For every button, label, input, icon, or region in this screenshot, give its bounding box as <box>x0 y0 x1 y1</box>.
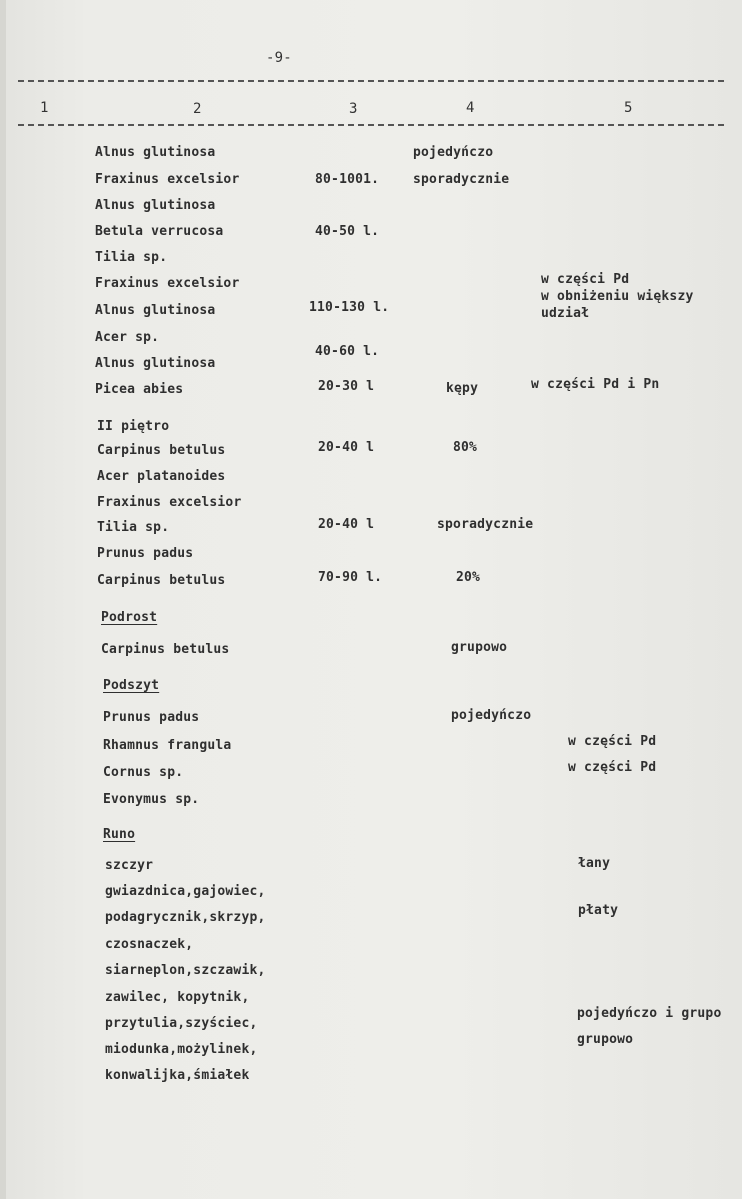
species-name: Alnus glutinosa <box>95 303 216 318</box>
runo-species-line: przytulia,szyściec, <box>105 1016 258 1031</box>
runo-species-line: gwiazdnica,gajowiec, <box>105 884 266 899</box>
species-name: Betula verrucosa <box>95 224 224 239</box>
species-name: Acer sp. <box>95 330 160 345</box>
remark-value: pojedyńczo i grupo <box>577 1006 722 1021</box>
age-value: 80-1001. <box>315 172 380 187</box>
abundance-value: 20% <box>456 570 481 585</box>
remark-value: płaty <box>578 903 619 918</box>
species-name: Tilia sp. <box>95 250 168 265</box>
age-value: 20-30 l <box>318 379 375 394</box>
abundance-value: 80% <box>453 440 478 455</box>
header-rule-bottom <box>18 124 724 126</box>
section-heading: Podszyt <box>103 678 160 693</box>
column-header-1: 1 <box>40 100 49 116</box>
species-name: Picea abies <box>95 382 184 397</box>
age-value: 20-40 l <box>318 440 375 455</box>
species-name: Acer platanoides <box>97 469 226 484</box>
species-name: Evonymus sp. <box>103 792 200 807</box>
remark-value: grupowo <box>577 1032 634 1047</box>
runo-species-line: konwalijka,śmiałek <box>105 1068 250 1083</box>
species-name: Alnus glutinosa <box>95 198 216 213</box>
species-name: Fraxinus excelsior <box>97 495 242 510</box>
species-name: Fraxinus excelsior <box>95 276 240 291</box>
species-name: Fraxinus excelsior <box>95 172 240 187</box>
abundance-value: pojedyńczo <box>451 708 532 723</box>
remark-value: udział <box>541 306 590 321</box>
runo-species-line: siarneplon,szczawik, <box>105 963 266 978</box>
column-header-5: 5 <box>624 100 633 116</box>
species-name: Rhamnus frangula <box>103 738 232 753</box>
abundance-value: sporadycznie <box>413 172 510 187</box>
runo-species-line: czosnaczek, <box>105 937 194 952</box>
remark-value: w obniżeniu większy <box>541 289 694 304</box>
species-name: Alnus glutinosa <box>95 145 216 160</box>
runo-species-line: zawilec, kopytnik, <box>105 990 250 1005</box>
page-number: -9- <box>266 50 292 66</box>
species-name: Carpinus betulus <box>101 642 230 657</box>
header-rule-top <box>18 80 724 82</box>
runo-species-line: szczyr <box>105 858 154 873</box>
page-edge-shadow <box>0 0 6 1199</box>
species-name: Tilia sp. <box>97 520 170 535</box>
species-name: Prunus padus <box>97 546 194 561</box>
species-name: Alnus glutinosa <box>95 356 216 371</box>
column-header-4: 4 <box>466 100 475 116</box>
age-value: 20-40 l <box>318 517 375 532</box>
age-value: 40-60 l. <box>315 344 380 359</box>
species-name: Carpinus betulus <box>97 443 226 458</box>
remark-value: w części Pd i Pn <box>531 377 660 392</box>
layer-heading: II piętro <box>97 419 170 434</box>
age-value: 110-130 l. <box>309 300 390 315</box>
abundance-value: grupowo <box>451 640 508 655</box>
age-value: 70-90 l. <box>318 570 383 585</box>
species-name: Carpinus betulus <box>97 573 226 588</box>
column-header-2: 2 <box>193 101 202 117</box>
abundance-value: pojedyńczo <box>413 145 494 160</box>
remark-value: łany <box>578 856 611 871</box>
species-name: Prunus padus <box>103 710 200 725</box>
abundance-value: kępy <box>446 381 479 396</box>
runo-species-line: podagrycznik,skrzyp, <box>105 910 266 925</box>
section-heading: Runo <box>103 827 136 842</box>
remark-value: w części Pd <box>568 760 657 775</box>
species-name: Cornus sp. <box>103 765 184 780</box>
column-header-3: 3 <box>349 101 358 117</box>
section-heading: Podrost <box>101 610 158 625</box>
abundance-value: sporadycznie <box>437 517 534 532</box>
remark-value: w części Pd <box>568 734 657 749</box>
runo-species-line: miodunka,możylinek, <box>105 1042 258 1057</box>
age-value: 40-50 l. <box>315 224 380 239</box>
remark-value: w części Pd <box>541 272 630 287</box>
